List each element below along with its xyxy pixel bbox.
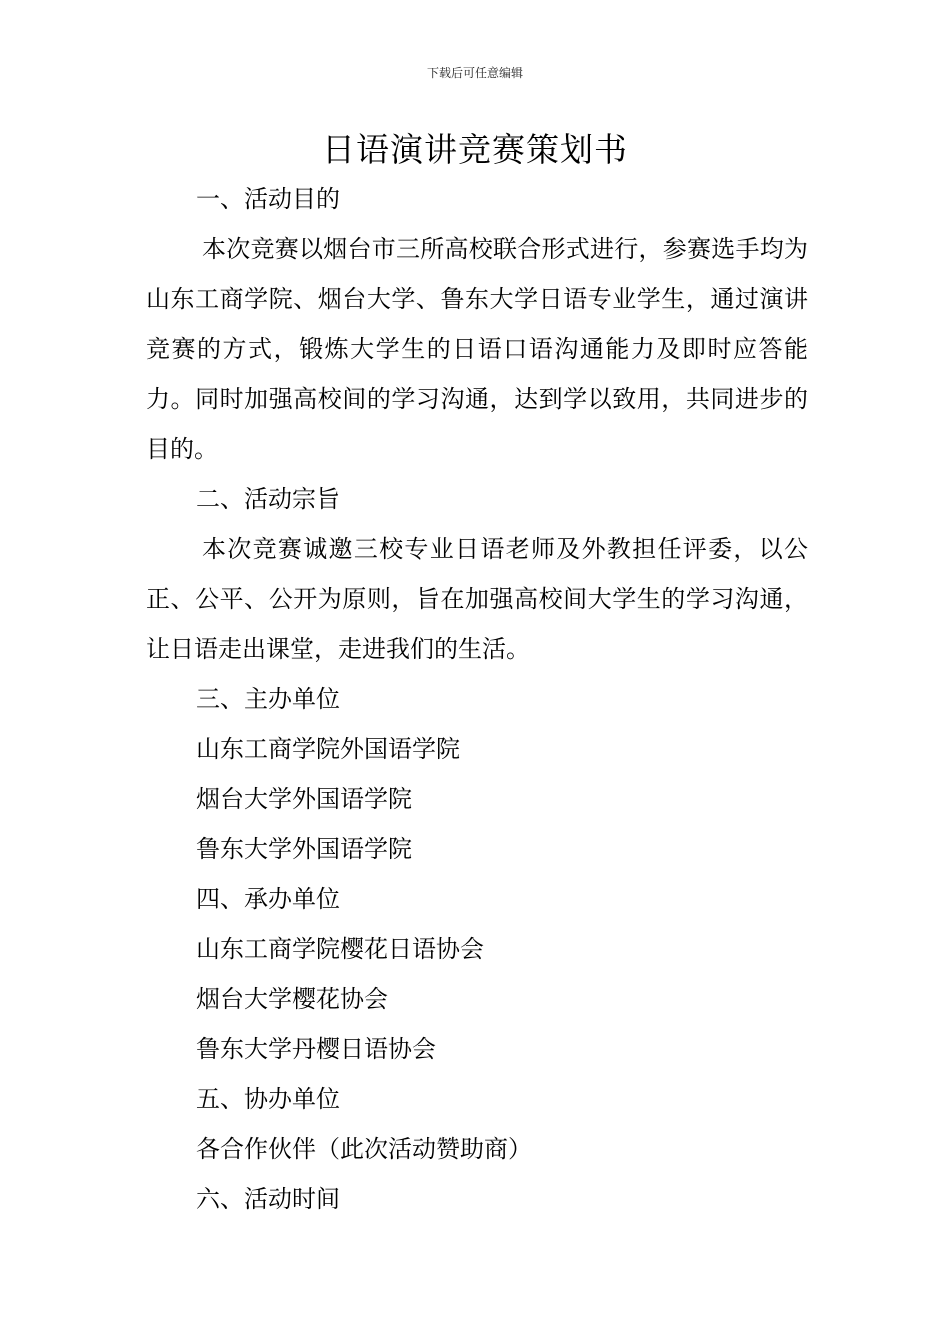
list-item: 各合作伙伴（此次活动赞助商） [196,1135,532,1163]
section-heading-organizers: 三、主办单位 [196,685,340,713]
list-item: 鲁东大学丹樱日语协会 [196,1035,436,1063]
document-title: 日语演讲竞赛策划书 [322,130,628,169]
section-heading-co-organizers: 五、协办单位 [196,1085,340,1113]
section-heading-time: 六、活动时间 [196,1185,340,1213]
list-item: 山东工商学院樱花日语协会 [196,935,484,963]
list-item: 山东工商学院外国语学院 [196,735,460,763]
list-item: 烟台大学外国语学院 [196,785,412,813]
list-item: 鲁东大学外国语学院 [196,835,412,863]
document-body [146,174,808,1224]
header-note: 下载后可任意编辑 [426,66,523,80]
section-heading-hosts: 四、承办单位 [196,885,340,913]
section-heading-aim: 二、活动宗旨 [196,485,340,513]
section-paragraph-aim: 本次竞赛诚邀三校专业日语老师及外教担任评委，以公正、公平、公开为原则，旨在加强高校间大学生的学习沟通，让日语走出课堂，走进我们的生活。 [146,535,808,663]
section-paragraph-purpose: 本次竞赛以烟台市三所高校联合形式进行，参赛选手均为山东工商学院、烟台大学、鲁东大学日语专业学生，通过演讲竞赛的方式，锻炼大学生的日语口语沟通能力及即时应答能力。同时加强高校间的学习沟通，达到学以致用，共同进步的目的。 [146,235,808,463]
section-heading-purpose: 一、活动目的 [196,185,340,213]
list-item: 烟台大学樱花协会 [196,985,388,1013]
